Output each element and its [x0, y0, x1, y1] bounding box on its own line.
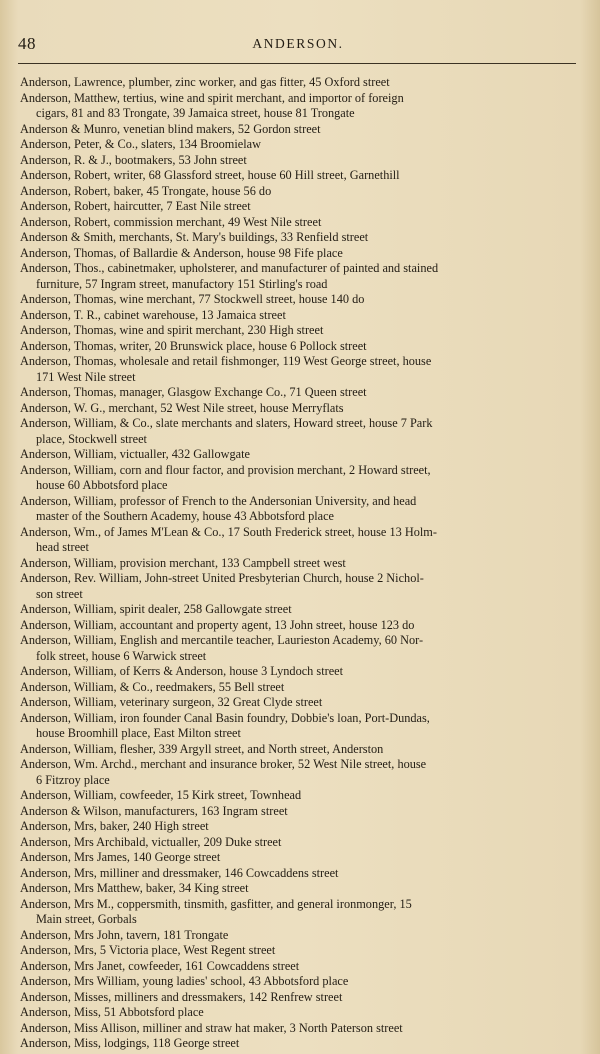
entry-line: Anderson, Mrs M., coppersmith, tinsmith, gasfitter, and general ironmonger, 15 — [20, 896, 412, 911]
entry-line: Anderson, Wm., of James M'Lean & Co., 17 South Frederick street, house 13 Holm- — [20, 524, 437, 539]
entry-line: Anderson, William, accountant and property agent, 13 John street, house 123 do — [20, 617, 415, 632]
entry-continuation-line: cigars, 81 and 83 Trongate, 39 Jamaica street, house 81 Trongate — [36, 106, 355, 120]
directory-entry — [20, 323, 576, 339]
directory-entry — [20, 602, 576, 618]
directory-entry — [20, 897, 576, 928]
directory-entry — [20, 711, 576, 742]
entry-continuation-line: folk street, house 6 Warwick street — [36, 648, 207, 663]
entry-line: Anderson, Thomas, manager, Glasgow Exchange Co., 71 Queen street — [20, 385, 367, 399]
entry-line: Anderson, Wm. Archd., merchant and insurance broker, 52 West Nile street, house — [20, 757, 427, 771]
directory-entry — [20, 1005, 576, 1021]
running-head: ANDERSON. — [252, 36, 344, 51]
entry-line: Anderson, Mrs Janet, cowfeeder, 161 Cowcaddens street — [20, 958, 300, 973]
entry-line: Anderson, Mrs John, tavern, 181 Trongate — [20, 927, 229, 942]
entry-line: Anderson, Miss Allison, milliner and straw hat maker, 3 North Paterson street — [20, 1020, 403, 1035]
entry-continuation-line: 171 West Nile street — [36, 369, 136, 384]
entry-line: Anderson, William, spirit dealer, 258 Gallowgate street — [20, 602, 292, 616]
entry-continuation-line: furniture, 57 Ingram street, manufactory 151 Stirling's road — [36, 276, 328, 291]
entry-line: Anderson, Thomas, of Ballardie & Anderson, house 98 Fife place — [20, 245, 343, 260]
entry-line: Anderson, Thomas, wholesale and retail fishmonger, 119 West George street, house — [20, 354, 432, 368]
entry-line: Anderson, Mrs James, 140 George street — [20, 850, 221, 864]
entry-line: Anderson, Miss, lodgings, 118 George street — [20, 1036, 240, 1050]
entry-line: Anderson & Smith, merchants, St. Mary's buildings, 33 Renfield street — [20, 230, 369, 244]
page-header — [18, 34, 578, 56]
directory-entry — [20, 416, 576, 447]
directory-entry — [20, 664, 576, 680]
directory-entry — [20, 75, 576, 91]
entry-line: Anderson, William, English and mercantile teacher, Laurieston Academy, 60 Nor- — [20, 633, 424, 647]
entry-line: Anderson, Mrs Archibald, victualler, 209 Duke street — [20, 834, 282, 849]
entry-line: Anderson, William, iron founder Canal Basin foundry, Dobbie's loan, Port-Dundas, — [20, 710, 430, 725]
directory-entry — [20, 215, 576, 231]
entry-line: Anderson, Miss, 51 Abbotsford place — [20, 1005, 204, 1019]
directory-entry — [20, 308, 576, 324]
directory-entry — [20, 757, 576, 788]
entry-line: Anderson, Robert, haircutter, 7 East Nile street — [20, 199, 251, 213]
entry-continuation-line: son street — [36, 586, 83, 601]
directory-entry — [20, 137, 576, 153]
directory-entry — [20, 680, 576, 696]
directory-entry — [20, 199, 576, 215]
entry-continuation-line: place, Stockwell street — [36, 431, 147, 446]
directory-entry — [20, 819, 576, 835]
directory-entry — [20, 246, 576, 262]
directory-entry — [20, 525, 576, 556]
entry-line: Anderson, Thos., cabinetmaker, upholsterer, and manufacturer of painted and stained — [20, 261, 439, 275]
entry-line: Anderson, Misses, milliners and dressmakers, 142 Renfrew street — [20, 989, 343, 1004]
entry-line: Anderson, Mrs, milliner and dressmaker, 146 Cowcaddens street — [20, 865, 339, 880]
directory-entry — [20, 881, 576, 897]
directory-entry — [20, 261, 576, 292]
directory-entry — [20, 494, 576, 525]
directory-entry — [20, 633, 576, 664]
directory-entry — [20, 1021, 576, 1037]
entry-continuation-line: head street — [36, 540, 89, 554]
entry-continuation-line: house 60 Abbotsford place — [36, 478, 168, 492]
directory-entry — [20, 292, 576, 308]
entry-line: Anderson, Thomas, wine and spirit merchant, 230 High street — [20, 323, 324, 337]
entry-line: Anderson, Thomas, writer, 20 Brunswick place, house 6 Pollock street — [20, 338, 367, 353]
directory-entry — [20, 866, 576, 882]
directory-entry — [20, 91, 576, 122]
entry-line: Anderson, William, & Co., slate merchants and slaters, Howard street, house 7 Park — [20, 416, 433, 430]
entry-line: Anderson, William, veterinary surgeon, 32 Great Clyde street — [20, 695, 323, 709]
entry-line: Anderson, Lawrence, plumber, zinc worker, and gas fitter, 45 Oxford street — [20, 75, 390, 89]
entry-line: Anderson, Robert, commission merchant, 49 West Nile street — [20, 214, 322, 229]
directory-entry — [20, 804, 576, 820]
entry-line: Anderson, Rev. William, John-street United Presbyterian Church, house 2 Nichol- — [20, 571, 424, 585]
directory-entry — [20, 943, 576, 959]
directory-entry — [20, 571, 576, 602]
directory-entry — [20, 184, 576, 200]
directory-entry — [20, 354, 576, 385]
directory-entry — [20, 401, 576, 417]
entry-list — [20, 75, 576, 1052]
directory-entry — [20, 618, 576, 634]
entry-line: Anderson, Peter, & Co., slaters, 134 Broomielaw — [20, 137, 261, 151]
entry-line: Anderson, William, victualler, 432 Gallowgate — [20, 447, 250, 461]
entry-line: Anderson, W. G., merchant, 52 West Nile street, house Merryflats — [20, 400, 344, 415]
entry-line: Anderson, Robert, baker, 45 Trongate, house 56 do — [20, 183, 272, 198]
directory-entry — [20, 974, 576, 990]
entry-continuation-line: Main street, Gorbals — [36, 912, 137, 926]
directory-entry — [20, 168, 576, 184]
directory-entry — [20, 230, 576, 246]
directory-entry — [20, 122, 576, 138]
directory-entry — [20, 447, 576, 463]
directory-entry — [20, 1036, 576, 1052]
directory-entry — [20, 742, 576, 758]
entry-line: Anderson, William, flesher, 339 Argyll street, and North street, Anderston — [20, 741, 384, 756]
directory-entry — [20, 339, 576, 355]
entry-line: Anderson, Mrs, 5 Victoria place, West Regent street — [20, 943, 276, 957]
directory-entry — [20, 556, 576, 572]
entry-line: Anderson, William, & Co., reedmakers, 55 Bell street — [20, 679, 285, 694]
entry-line: Anderson & Wilson, manufacturers, 163 Ingram street — [20, 803, 288, 818]
entry-line: Anderson, William, cowfeeder, 15 Kirk street, Townhead — [20, 788, 302, 802]
entry-line: Anderson, William, corn and flour factor, and provision merchant, 2 Howard street, — [20, 462, 431, 477]
entry-line: Anderson, William, provision merchant, 133 Campbell street west — [20, 555, 346, 570]
directory-entry — [20, 463, 576, 494]
page-number: 48 — [18, 34, 36, 53]
directory-entry — [20, 835, 576, 851]
header-rule — [18, 63, 576, 64]
entry-line: Anderson & Munro, venetian blind makers, 52 Gordon street — [20, 121, 321, 136]
entry-continuation-line: house Broomhill place, East Milton street — [36, 726, 241, 740]
directory-entry — [20, 153, 576, 169]
entry-line: Anderson, T. R., cabinet warehouse, 13 Jamaica street — [20, 307, 286, 322]
entry-line: Anderson, William, professor of French to the Andersonian University, and head — [20, 493, 417, 508]
directory-entry — [20, 959, 576, 975]
entry-line: Anderson, Mrs William, young ladies' school, 43 Abbotsford place — [20, 974, 349, 988]
entry-continuation-line: 6 Fitzroy place — [36, 772, 110, 787]
directory-entry — [20, 788, 576, 804]
entry-line: Anderson, R. & J., bootmakers, 53 John street — [20, 152, 247, 167]
entry-line: Anderson, Thomas, wine merchant, 77 Stockwell street, house 140 do — [20, 292, 365, 306]
directory-entry — [20, 928, 576, 944]
entry-continuation-line: master of the Southern Academy, house 43 Abbotsford place — [36, 509, 335, 523]
entry-line: Anderson, Mrs Matthew, baker, 34 King street — [20, 881, 249, 895]
entry-line: Anderson, Mrs, baker, 240 High street — [20, 819, 209, 833]
entry-line: Anderson, William, of Kerrs & Anderson, house 3 Lyndoch street — [20, 664, 344, 678]
directory-entry — [20, 850, 576, 866]
directory-entry — [20, 990, 576, 1006]
directory-entry — [20, 385, 576, 401]
entry-line: Anderson, Robert, writer, 68 Glassford street, house 60 Hill street, Garnethill — [20, 168, 400, 182]
directory-entry — [20, 695, 576, 711]
entry-line: Anderson, Matthew, tertius, wine and spirit merchant, and importor of foreign — [20, 90, 404, 105]
